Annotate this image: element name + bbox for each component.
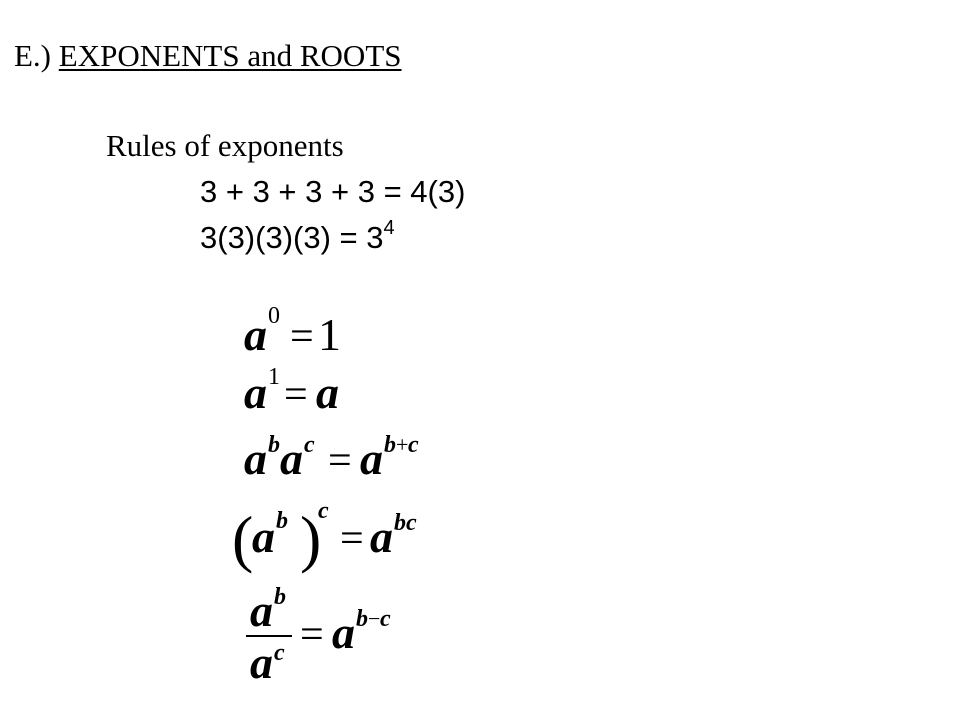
rule-power-open-paren: ( [232,503,254,574]
rule-quotient-num-base: a [250,585,273,636]
rule-first-equals: = [284,372,308,418]
rule-power-base: a [252,511,275,562]
rule-product [244,432,419,484]
rule-first-exponent [244,364,339,418]
rule-zero-exponent [244,303,341,360]
rule-power-outer-exp: c [318,498,329,524]
rule-power-equals: = [340,516,364,562]
example-repeated-addition: 3 + 3 + 3 + 3 = 4(3) [200,174,466,209]
rule-zero-result: 1 [318,309,341,360]
rule-product-result-base: a [360,433,383,484]
subheading-rules-of-exponents: Rules of exponents [106,128,344,163]
rule-power-inner-exp: b [276,508,288,534]
rule-product-result-exp-plus: + [396,432,409,457]
example-multiplication-base: 3(3)(3)(3) = 3 [200,220,384,255]
rule-quotient-den-base: a [250,637,273,688]
rule-first-exp: 1 [268,364,280,390]
rule-quotient-equals: = [300,612,324,658]
example-multiplication-exponent: 4 [383,216,395,239]
rule-quotient-num-exp: b [274,584,286,610]
rule-power-result-exp: bc [394,510,417,536]
rule-quotient-result-exp-minus: − [368,606,381,631]
rule-quotient [246,584,391,688]
rule-power-result-base: a [370,511,393,562]
rule-quotient-result-exp-b: b [356,606,368,632]
rule-quotient-den-exp: c [274,640,285,666]
rule-product-result-exp-c: c [408,432,419,458]
rule-power-close-paren: ) [300,503,322,574]
rule-quotient-result-exp-c: c [380,606,391,632]
heading-topic: EXPONENTS and ROOTS [58,38,402,73]
rule-product-result-exp-b: b [384,432,396,458]
rule-first-result: a [316,367,339,418]
rule-product-equals: = [328,438,352,484]
rule-product-exp1: b [268,432,280,458]
rule-zero-equals: = [290,314,314,360]
rule-product-exp2: c [304,432,315,458]
rule-zero-exp: 0 [268,303,280,329]
heading-prefix: E.) [14,38,52,73]
rule-quotient-result-base: a [332,607,355,658]
rule-first-base: a [244,367,267,418]
rule-product-base1: a [244,433,267,484]
rule-power [232,498,417,574]
rule-product-base2: a [280,433,303,484]
rule-zero-base: a [244,309,267,360]
